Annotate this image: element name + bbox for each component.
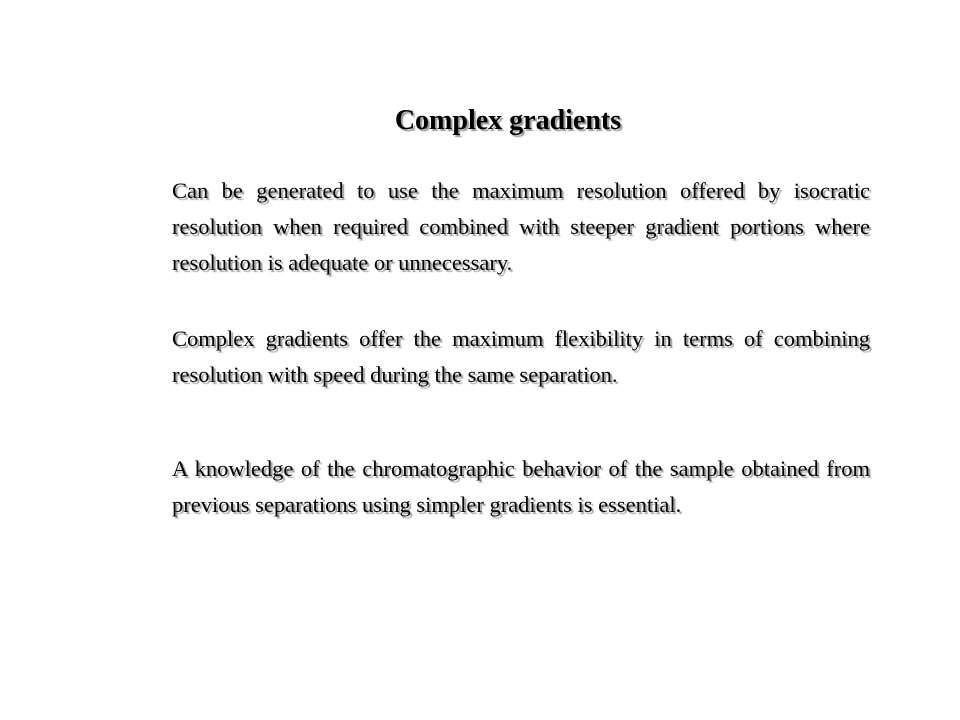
paragraph-flexibility: Complex gradients offer the maximum flexibility in terms of combining resolution with speed during the same separation. — [172, 326, 870, 387]
paragraph-complex-gradient-generation: Can be generated to use the maximum resolution offered by isocratic resolution when required combined with steeper gradient portions where resolution is adequate or unnecessary. — [172, 178, 870, 275]
paragraph-prior-knowledge: A knowledge of the chromatographic behavior of the sample obtained from previous separations using simpler gradients is essential. — [172, 456, 870, 517]
slide-title: Complex gradients — [394, 105, 622, 136]
